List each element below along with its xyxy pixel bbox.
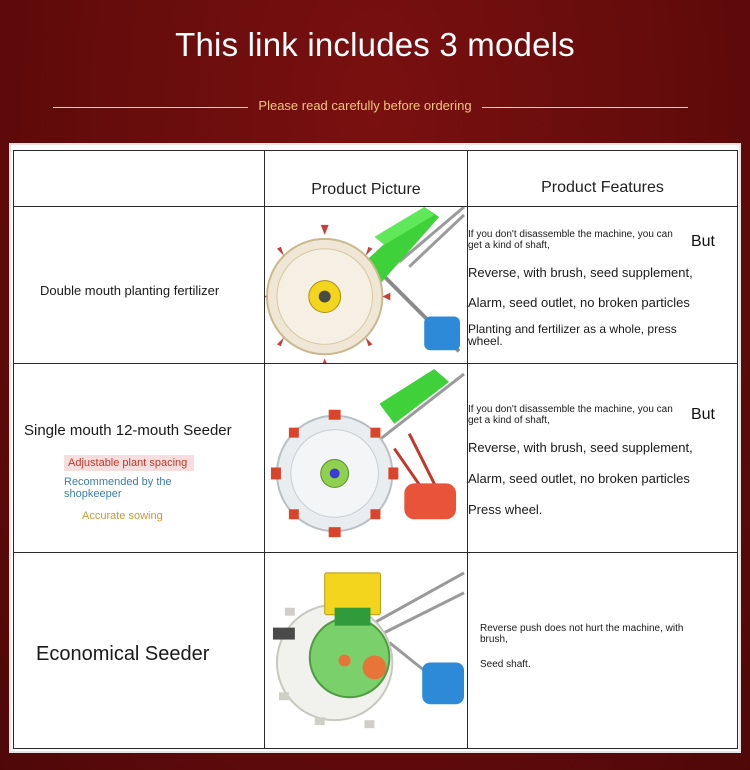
features-single-mouth bbox=[468, 364, 738, 553]
table-row bbox=[14, 207, 738, 364]
badges bbox=[24, 455, 264, 522]
model-name-single-mouth bbox=[14, 364, 265, 553]
product-picture-double-mouth bbox=[265, 207, 468, 364]
seeder-image-2 bbox=[265, 364, 467, 552]
seeder-image-1 bbox=[265, 207, 467, 363]
model-name: Single mouth 12-mouth Seeder bbox=[24, 422, 232, 440]
badge-recommended: Recommended by the shopkeeper bbox=[64, 476, 172, 501]
badge-accurate-sowing: Accurate sowing bbox=[82, 510, 163, 523]
but-label: But bbox=[690, 233, 715, 250]
feature-line-2: Alarm, seed outlet, no broken particles bbox=[468, 471, 690, 487]
header-row bbox=[14, 151, 738, 207]
model-name-double-mouth: Double mouth planting fertilizer bbox=[14, 207, 265, 364]
subtitle-row bbox=[0, 97, 750, 117]
divider-right bbox=[482, 107, 688, 108]
feature-note: If you don't disassemble the machine, you can get a kind of shaft, bbox=[468, 404, 673, 427]
model-name-economical: Economical Seeder bbox=[14, 553, 265, 749]
feature-line-1: Reverse, with brush, seed supplement, bbox=[468, 265, 693, 280]
feature-line-3: Press wheel. bbox=[468, 502, 543, 518]
table-row bbox=[14, 553, 738, 749]
badge-adjustable-spacing: Adjustable plant spacing bbox=[64, 455, 194, 471]
header-product-features: Product Features bbox=[468, 151, 738, 207]
page-title: This link includes 3 models bbox=[175, 26, 575, 63]
seeder-image-3 bbox=[265, 553, 467, 748]
feature-line-1: Reverse push does not hurt the machine, with brush, bbox=[480, 623, 684, 646]
feature-line-2: Alarm, seed outlet, no broken particles bbox=[468, 295, 690, 310]
features-double-mouth bbox=[468, 207, 738, 364]
product-picture-economical bbox=[265, 553, 468, 749]
subtitle: Please read carefully before ordering bbox=[258, 98, 472, 113]
features-economical bbox=[468, 553, 738, 749]
models-table bbox=[13, 150, 738, 749]
divider-left bbox=[53, 107, 248, 108]
but-label: But bbox=[690, 406, 715, 424]
feature-note: If you don't disassemble the machine, you can get a kind of shaft, bbox=[468, 229, 673, 251]
product-picture-single-mouth bbox=[265, 364, 468, 553]
feature-line-2: Seed shaft. bbox=[480, 659, 531, 671]
header-product-picture: Product Picture bbox=[265, 151, 468, 207]
header-empty-cell bbox=[14, 151, 265, 207]
feature-line-1: Reverse, with brush, seed supplement, bbox=[468, 440, 693, 456]
feature-line-3: Planting and fertilizer as a whole, press wheel. bbox=[468, 322, 677, 348]
table-row bbox=[14, 364, 738, 553]
